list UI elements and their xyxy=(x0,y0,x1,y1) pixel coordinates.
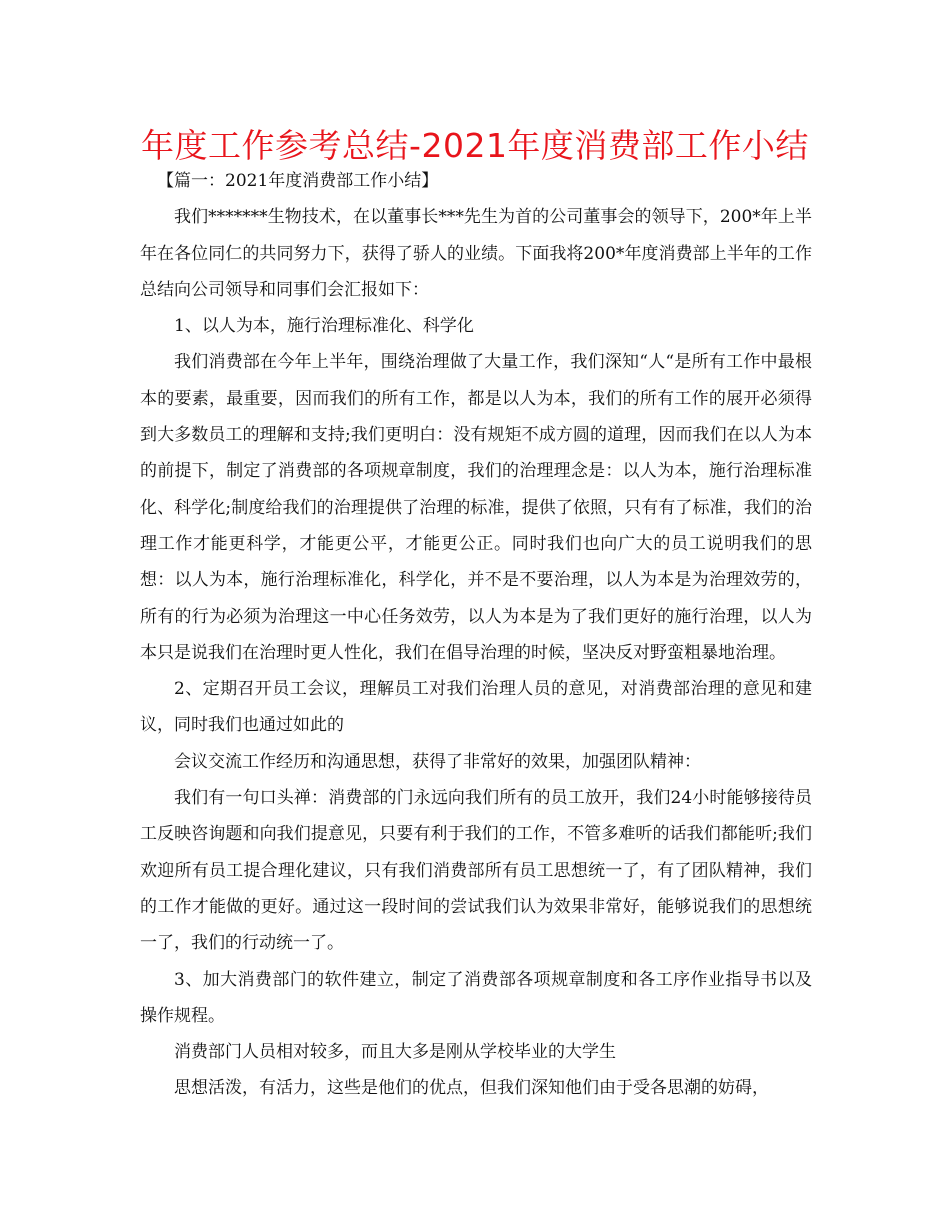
paragraph-point-1-body: 我们消费部在今年上半年，围绕治理做了大量工作，我们深知“人“是所有工作中最根本的要素，最重要，因而我们的所有工作，都是以人为本，我们的所有工作的展开必须得到大多数员工的理解和支持;我们更明白：没有规矩不成方圆的道理，因而我们在以人为本的前提下，制定了消费部的各项规章制度，我们的治理理念是：以人为本，施行治理标准化、科学化;制度给我们的治理提供了治理的标准，提供了依照，只有有了标准，我们的治理工作才能更科学，才能更公平，才能更公正。同时我们也向广大的员工说明我们的思想：以人为本，施行治理标准化，科学化，并不是不要治理，以人为本是为治理效劳的，所有的行为必须为治理这一中心任务效劳，以人为本是为了我们更好的施行治理，以人为本只是说我们在治理时更人性化，我们在倡导治理的时候，坚决反对野蛮粗暴地治理。 xyxy=(140,352,812,663)
paragraph-point-1-heading: 1、以人为本，施行治理标准化、科学化 xyxy=(174,316,474,337)
paragraph-point-2-heading: 2、定期召开员工会议，理解员工对我们治理人员的意见，对消费部治理的意见和建议，同时我们也通过如此的 xyxy=(140,679,812,736)
paragraph-point-3-body: 消费部门人员相对较多，而且大多是刚从学校毕业的大学生 xyxy=(174,1042,616,1063)
paragraph-point-2-body: 我们有一句口头禅：消费部的门永远向我们所有的员工放开，我们24小时能够接待员工反映咨询题和向我们提意见，只要有利于我们的工作，不管多难听的话我们都能听;我们欢迎所有员工提合理化建议，只有我们消费部所有员工思想统一了，有了团队精神，我们的工作才能做的更好。通过这一段时间的尝试我们认为效果非常好，能够说我们的思想统一了，我们的行动统一了。 xyxy=(140,788,812,954)
paragraph-point-2-continued: 会议交流工作经历和沟通思想，获得了非常好的效果，加强团队精神： xyxy=(174,751,701,772)
section-heading: 【篇一：2021年度消费部工作小结】 xyxy=(157,171,439,191)
paragraph-point-3-heading: 3、加大消费部门的软件建立，制定了消费部各项规章制度和各工序作业指导书以及操作规程。 xyxy=(140,969,812,1026)
paragraph-intro: 我们*******生物技术，在以董事长***先生为首的公司董事会的领导下，200*年上半年在各位同仁的共同努力下，获得了骄人的业绩。下面我将200*年度消费部上半年的工作总结向公司领导和同事们会汇报如下： xyxy=(140,207,812,300)
document-body xyxy=(140,163,812,1107)
paragraph-point-3-continued: 思想活泼，有活力，这些是他们的优点，但我们深知他们由于受各思潮的妨碍， xyxy=(174,1078,769,1099)
document-title: 年度工作参考总结-2021年度消费部工作小结 xyxy=(141,126,809,165)
